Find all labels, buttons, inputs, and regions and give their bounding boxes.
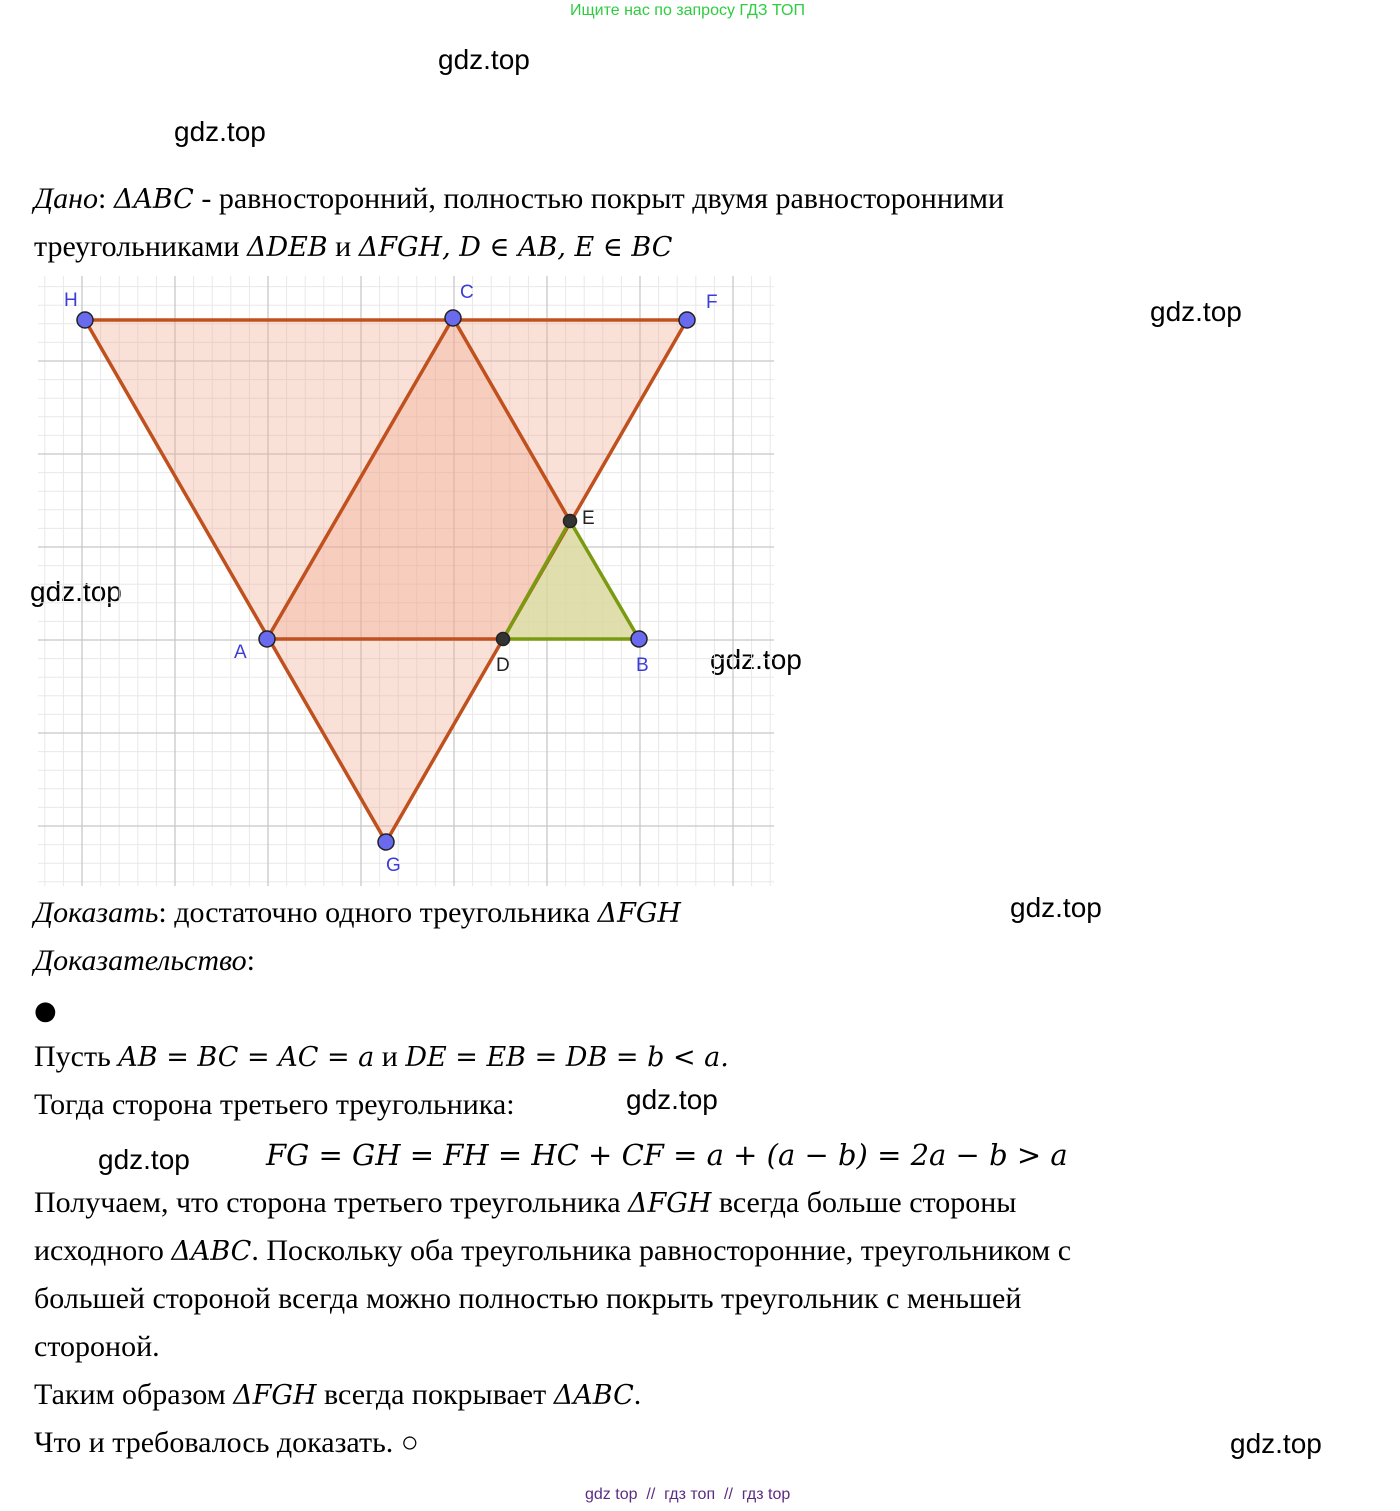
- conclusion-line-3: большей стороной всегда можно полностью покрыть треугольник с меньшей: [34, 1282, 1022, 1315]
- given-colon: :: [97, 182, 107, 215]
- prove-line: [34, 896, 681, 930]
- thus-triangle-fgh: ΔFGH: [233, 1380, 317, 1411]
- watermark: gdz.top: [710, 644, 802, 675]
- point-d: [497, 633, 510, 646]
- given-text-1: - равносторонний, полностью покрыт двумя равносторонними: [193, 182, 1005, 215]
- equation-deb: DE = EB = DB = b < a.: [405, 1042, 729, 1073]
- point-g: [378, 834, 394, 850]
- thus-end: .: [633, 1378, 642, 1411]
- top-banner: Ищите нас по запросу ГДЗ ТОП: [570, 2, 805, 19]
- proof-heading: [34, 944, 255, 978]
- equation-abc: AB = BC = AC = a: [118, 1042, 375, 1073]
- point-f: [679, 312, 695, 328]
- watermark: gdz.top: [1010, 892, 1102, 923]
- given-condition: , D ∈ AB, E ∈ BC: [442, 232, 673, 263]
- watermark: gdz.top: [1150, 296, 1242, 327]
- conclusion-line-2: [34, 1234, 1071, 1268]
- label-b: B: [636, 655, 649, 676]
- watermark: gdz.top: [626, 1084, 718, 1115]
- thus-prefix: Таким образом: [34, 1378, 234, 1411]
- conclusion-2-prefix: исходного: [34, 1234, 172, 1267]
- label-c: C: [460, 282, 474, 303]
- let-and: и: [374, 1040, 406, 1073]
- prove-colon: :: [158, 896, 167, 929]
- conclusion-1-suffix: всегда больше стороны: [711, 1186, 1017, 1219]
- geometry-figure: [38, 276, 774, 886]
- point-h: [77, 312, 93, 328]
- label-e: E: [582, 508, 595, 529]
- watermark: gdz.top: [174, 116, 266, 147]
- label-d: D: [496, 655, 510, 676]
- thus-line: [34, 1378, 641, 1412]
- watermark: gdz.top: [1230, 1428, 1322, 1459]
- thus-triangle-abc: ΔABC: [553, 1380, 634, 1411]
- point-b: [631, 631, 647, 647]
- label-f: F: [706, 292, 718, 313]
- watermark: gdz.top: [98, 1144, 190, 1175]
- conclusion-1-prefix: Получаем, что сторона третьего треугольника: [34, 1186, 629, 1219]
- watermark: gdz.top: [438, 44, 530, 75]
- given-line-1: [34, 182, 1004, 216]
- thus-mid: всегда покрывает: [316, 1378, 554, 1411]
- prove-label: Доказать: [34, 896, 159, 929]
- label-g: G: [386, 855, 401, 876]
- given-and: и: [327, 230, 359, 263]
- triangle-abc: ΔABC: [113, 184, 194, 215]
- given-line-2: [34, 230, 672, 264]
- prove-triangle-fgh: ΔFGH: [597, 898, 681, 929]
- point-e: [564, 515, 577, 528]
- conclusion-line-1: [34, 1186, 1016, 1220]
- proof-colon: :: [246, 944, 255, 977]
- proof-then-line: Тогда сторона третьего треугольника:: [34, 1088, 515, 1121]
- given-label: Дано: [34, 182, 98, 215]
- given-text-2: треугольниками: [34, 230, 247, 263]
- point-c: [445, 310, 461, 326]
- qed-line: Что и требовалось доказать. ○: [34, 1426, 419, 1459]
- conclusion-line-4: стороной.: [34, 1330, 160, 1363]
- footer-links[interactable]: gdz top // гдз топ // гдз top: [585, 1486, 791, 1503]
- label-h: H: [64, 290, 78, 311]
- prove-text: достаточно одного треугольника: [166, 896, 598, 929]
- label-a: A: [234, 642, 247, 663]
- let-word: Пусть: [34, 1040, 119, 1073]
- conclusion-2-triangle: ΔABC: [171, 1236, 252, 1267]
- point-a: [259, 631, 275, 647]
- triangle-fgh: ΔFGH: [358, 232, 443, 263]
- triangle-deb: ΔDEB: [246, 232, 328, 263]
- proof-label: Доказательство: [34, 944, 247, 977]
- conclusion-1-triangle: ΔFGH: [628, 1188, 712, 1219]
- conclusion-2-suffix: . Поскольку оба треугольника равносторонние, треугольником с: [251, 1234, 1072, 1267]
- watermark: gdz.top: [30, 576, 122, 607]
- proof-let-line: [34, 1040, 729, 1074]
- bullet: ●: [34, 996, 57, 1026]
- side-formula: FG = GH = FH = HC + CF = a + (a − b) = 2a − b > a: [266, 1138, 1068, 1172]
